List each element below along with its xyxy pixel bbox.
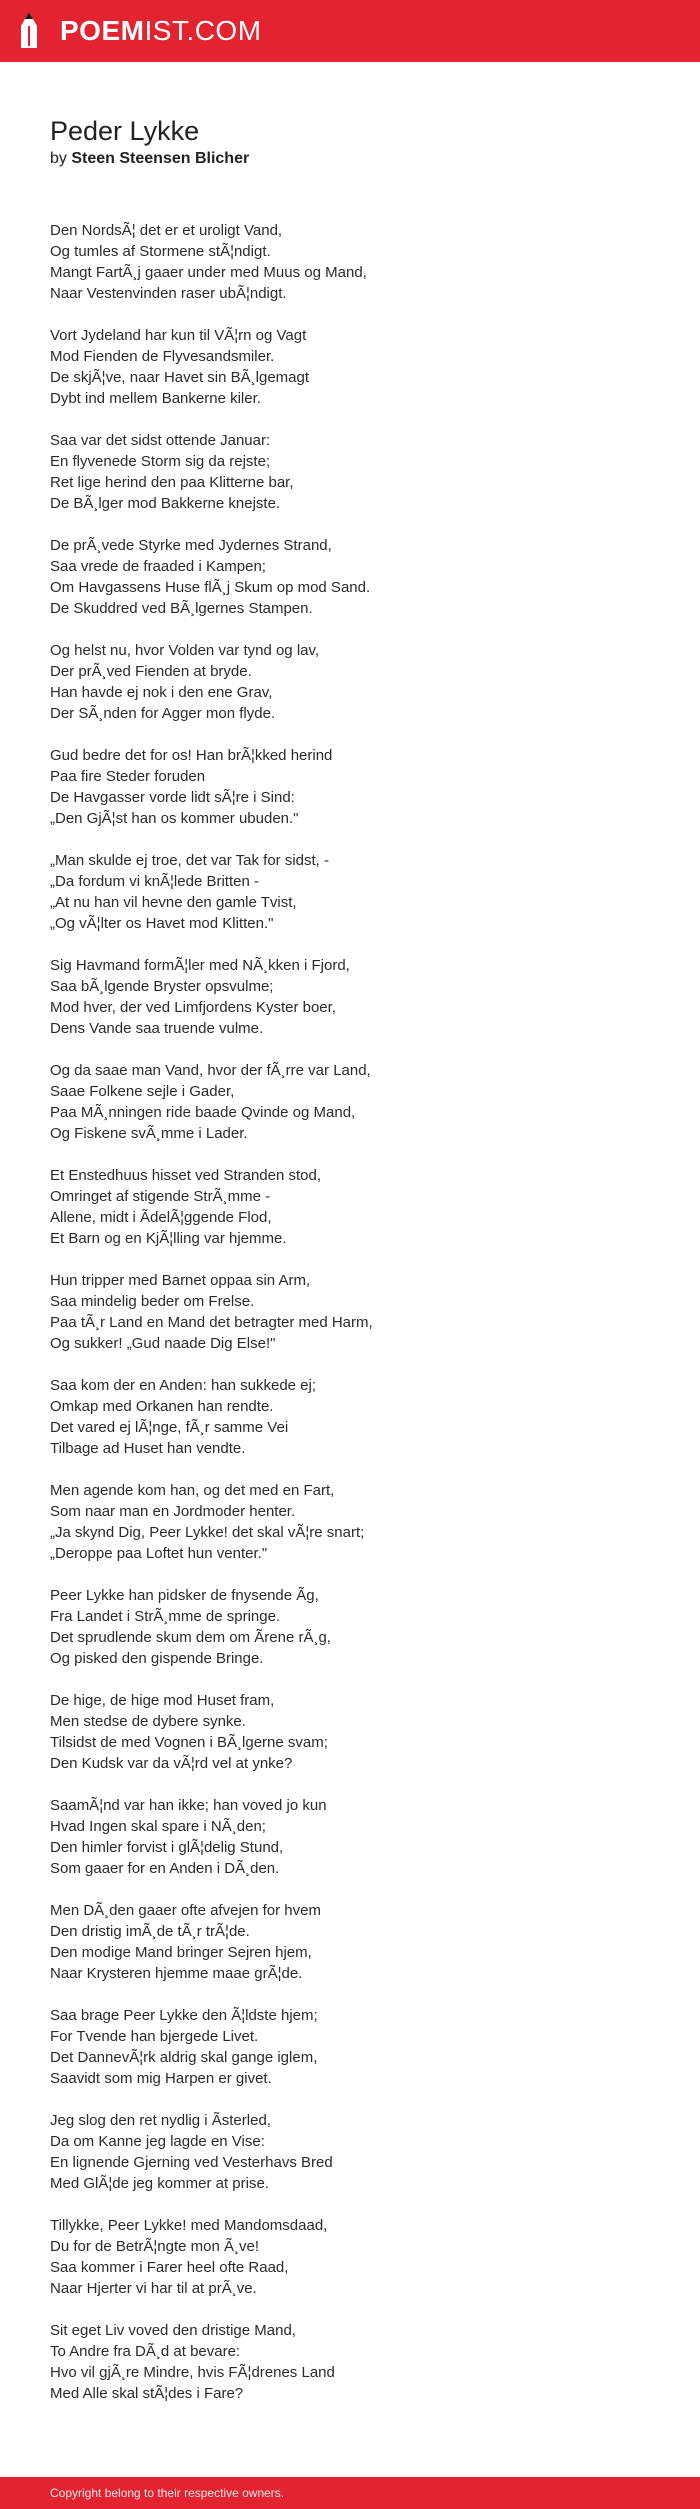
- poem-line: Hvad Ingen skal spare i NÃ¸den;: [50, 1818, 266, 1835]
- poem-line: Men stedse de dybere synke.: [50, 1713, 246, 1730]
- poem-line: Hvo vil gjÃ¸re Mindre, hvis FÃ¦drenes Land: [50, 2364, 335, 2381]
- poem-line: „Man skulde ej troe, det var Tak for sidst, -: [50, 852, 330, 869]
- poem-line: Og da saae man Vand, hvor der fÃ¸rre var Land,: [50, 1062, 371, 1079]
- poem-stanza: [50, 2110, 670, 2194]
- poem-line: Ret lige herind den paa Klitterne bar,: [50, 474, 294, 491]
- poem-stanza: [50, 430, 670, 514]
- poem-stanza: [50, 640, 670, 724]
- poem-line: SaamÃ¦nd var han ikke; han voved jo kun: [50, 1797, 327, 1814]
- poem-line: Sig Havmand formÃ¦ler med NÃ¸kken i Fjord,: [50, 957, 350, 974]
- poem-line: Saa kom der en Anden: han sukkede ej;: [50, 1377, 317, 1394]
- poem-line: Vort Jydeland har kun til VÃ¦rn og Vagt: [50, 327, 307, 344]
- poem-line: Saa mindelig beder om Frelse.: [50, 1293, 255, 1310]
- poem-line: Tilbage ad Huset han vendte.: [50, 1440, 246, 1457]
- poem-stanza: [50, 1690, 670, 1774]
- poem-line: Hun tripper med Barnet oppaa sin Arm,: [50, 1272, 311, 1289]
- logo-light-text: IST.COM: [144, 15, 262, 46]
- poem-stanza: [50, 2005, 670, 2089]
- poem-line: Naar Hjerter vi har til at prÃ¸ve.: [50, 2280, 257, 2297]
- poem-line: Allene, midt i ÃdelÃ¦ggende Flod,: [50, 1209, 272, 1226]
- poem-stanza: [50, 1900, 670, 1984]
- poem-line: Saa brage Peer Lykke den Ã¦ldste hjem;: [50, 2007, 318, 2024]
- poem-line: Som gaaer for en Anden i DÃ¸den.: [50, 1860, 280, 1877]
- poem-line: Sit eget Liv voved den dristige Mand,: [50, 2322, 296, 2339]
- poem-stanza: [50, 2320, 670, 2404]
- poem-line: „Deroppe paa Loftet hun venter.": [50, 1545, 268, 1562]
- poem-stanza: [50, 850, 670, 934]
- poem-line: Saae Folkene sejle i Gader,: [50, 1083, 235, 1100]
- poem-line: Tilsidst de med Vognen i BÃ¸lgerne svam;: [50, 1734, 328, 1751]
- poem-line: Saa kommer i Farer heel ofte Raad,: [50, 2259, 289, 2276]
- poem-stanza: [50, 1795, 670, 1879]
- poem-stanza: [50, 955, 670, 1039]
- poem-stanza: [50, 325, 670, 409]
- poem-line: De BÃ¸lger mod Bakkerne knejste.: [50, 495, 281, 512]
- poem-line: Med GlÃ¦de jeg kommer at prise.: [50, 2175, 269, 2192]
- poem-line: Og pisked den gispende Bringe.: [50, 1650, 264, 1667]
- poem-line: Jeg slog den ret nydlig i Ãsterled,: [50, 2112, 271, 2129]
- poem-line: Paa MÃ¸nningen ride baade Qvinde og Mand,: [50, 1104, 356, 1121]
- copyright-notice: Copyright belong to their respective owners.: [50, 2486, 285, 2500]
- poem-line: Naar Krysteren hjemme maae grÃ¦de.: [50, 1965, 303, 1982]
- poem-line: Saa bÃ¸lgende Bryster opsvulme;: [50, 978, 274, 995]
- by-label: by: [50, 150, 67, 167]
- poem-line: Paa fire Steder foruden: [50, 768, 206, 785]
- poem-stanza: [50, 1480, 670, 1564]
- poem-line: „Og vÃ¦lter os Havet mod Klitten.": [50, 915, 274, 932]
- poem-line: De prÃ¸vede Styrke med Jydernes Strand,: [50, 537, 332, 554]
- poem-line: Med Alle skal stÃ¦des i Fare?: [50, 2385, 244, 2402]
- poem-line: En lignende Gjerning ved Vesterhavs Bred: [50, 2154, 333, 2171]
- poem-line: Mangt FartÃ¸j gaaer under med Muus og Mand,: [50, 264, 367, 281]
- poem-line: Et Enstedhuus hisset ved Stranden stod,: [50, 1167, 322, 1184]
- poem-line: Der prÃ¸ved Fienden at bryde.: [50, 663, 252, 680]
- poem-line: Fra Landet i StrÃ¸mme de springe.: [50, 1608, 281, 1625]
- poem-line: Da om Kanne jeg lagde en Vise:: [50, 2133, 265, 2150]
- poem-line: Det DannevÃ¦rk aldrig skal gange iglem,: [50, 2049, 318, 2066]
- poem-stanza: [50, 1060, 670, 1144]
- poem-stanza: [50, 745, 670, 829]
- poem-line: De hige, de hige mod Huset fram,: [50, 1692, 275, 1709]
- poem-line: Dybt ind mellem Bankerne kiler.: [50, 390, 261, 407]
- poem-line: Den himler forvist i glÃ¦delig Stund,: [50, 1839, 284, 1856]
- poem-line: Der SÃ¸nden for Agger mon flyde.: [50, 705, 276, 722]
- poem-line: „Den GjÃ¦st han os kommer ubuden.": [50, 810, 299, 827]
- poem-line: En flyvenede Storm sig da rejste;: [50, 453, 271, 470]
- poem-stanza: [50, 220, 670, 304]
- poem-line: Og Fiskene svÃ¸mme i Lader.: [50, 1125, 248, 1142]
- poem-line: De skjÃ¦ve, naar Havet sin BÃ¸lgemagt: [50, 369, 310, 386]
- poem-line: Omkap med Orkanen han rendte.: [50, 1398, 274, 1415]
- poem-line: Det sprudlende skum dem om Ãrene rÃ¸g,: [50, 1629, 331, 1646]
- poem-line: Gud bedre det for os! Han brÃ¦kked herind: [50, 747, 333, 764]
- poem-line: Saavidt som mig Harpen er givet.: [50, 2070, 272, 2087]
- poem-line: Og sukker! „Gud naade Dig Else!": [50, 1335, 276, 1352]
- poem-line: Dens Vande saa truende vulme.: [50, 1020, 264, 1037]
- poem-line: „Ja skynd Dig, Peer Lykke! det skal vÃ¦re snart;: [50, 1524, 365, 1541]
- poem-byline: [50, 149, 249, 169]
- poem-line: Om Havgassens Huse flÃ¸j Skum op mod Sand.: [50, 579, 371, 596]
- poem-line: Omringet af stigende StrÃ¸mme -: [50, 1188, 271, 1205]
- poem-line: Mod Fienden de Flyvesandsmiler.: [50, 348, 275, 365]
- poem-line: Den modige Mand bringer Sejren hjem,: [50, 1944, 312, 1961]
- poem-line: Men agende kom han, og det med en Fart,: [50, 1482, 335, 1499]
- poem-stanza: [50, 1270, 670, 1354]
- poem-line: To Andre fra DÃ¸d at bevare:: [50, 2343, 241, 2360]
- poem-line: „At nu han vil hevne den gamle Tvist,: [50, 894, 297, 911]
- poem-title: Peder Lykke: [50, 116, 200, 146]
- poem-line: De Havgasser vorde lidt sÃ¦re i Sind:: [50, 789, 295, 806]
- poem-stanza: [50, 1375, 670, 1459]
- poem-line: Et Barn og en KjÃ¦lling var hjemme.: [50, 1230, 287, 1247]
- poem-line: Tillykke, Peer Lykke! med Mandomsdaad,: [50, 2217, 328, 2234]
- poem-line: „Da fordum vi knÃ¦lede Britten -: [50, 873, 259, 890]
- poem-stanza: [50, 535, 670, 619]
- poem-line: Den Kudsk var da vÃ¦rd vel at ynke?: [50, 1755, 293, 1772]
- logo-bold-text: POEM: [60, 15, 145, 46]
- poem-line: Paa tÃ¸r Land en Mand det betragter med Harm,: [50, 1314, 373, 1331]
- poem-line: Men DÃ¸den gaaer ofte afvejen for hvem: [50, 1902, 321, 1919]
- poem-line: Den dristig imÃ¸de tÃ¸r trÃ¦de.: [50, 1923, 250, 1940]
- poem-line: De Skuddred ved BÃ¸lgernes Stampen.: [50, 600, 313, 617]
- poem-line: Saa var det sidst ottende Januar:: [50, 432, 271, 449]
- poem-line: Det vared ej lÃ¦nge, fÃ¸r samme Vei: [50, 1419, 289, 1436]
- site-header: [0, 0, 700, 62]
- poem-line: Den NordsÃ¦ det er et uroligt Vand,: [50, 222, 283, 239]
- pencil-logo-icon[interactable]: [20, 12, 38, 50]
- site-logo[interactable]: [60, 15, 262, 47]
- poem-stanza: [50, 1585, 670, 1669]
- poem-line: Og tumles af Stormene stÃ¦ndigt.: [50, 243, 271, 260]
- poem-line: Som naar man en Jordmoder henter.: [50, 1503, 296, 1520]
- poem-line: Og helst nu, hvor Volden var tynd og lav,: [50, 642, 320, 659]
- poem-stanza: [50, 1165, 670, 1249]
- poem-line: Mod hver, der ved Limfjordens Kyster boer,: [50, 999, 336, 1016]
- poem-line: Naar Vestenvinden raser ubÃ¦ndigt.: [50, 285, 287, 302]
- poem-line: For Tvende han bjergede Livet.: [50, 2028, 259, 2045]
- poem-line: Du for de BetrÃ¦ngte mon Ã¸ve!: [50, 2238, 259, 2255]
- poem-stanza: [50, 2215, 670, 2299]
- poem-line: Han havde ej nok i den ene Grav,: [50, 684, 273, 701]
- poem-body: [50, 220, 670, 2425]
- site-footer: [0, 2477, 700, 2509]
- poem-line: Saa vrede de fraaded i Kampen;: [50, 558, 266, 575]
- author-name[interactable]: Steen Steensen Blicher: [71, 150, 250, 167]
- poem-line: Peer Lykke han pidsker de fnysende Ãg,: [50, 1587, 319, 1604]
